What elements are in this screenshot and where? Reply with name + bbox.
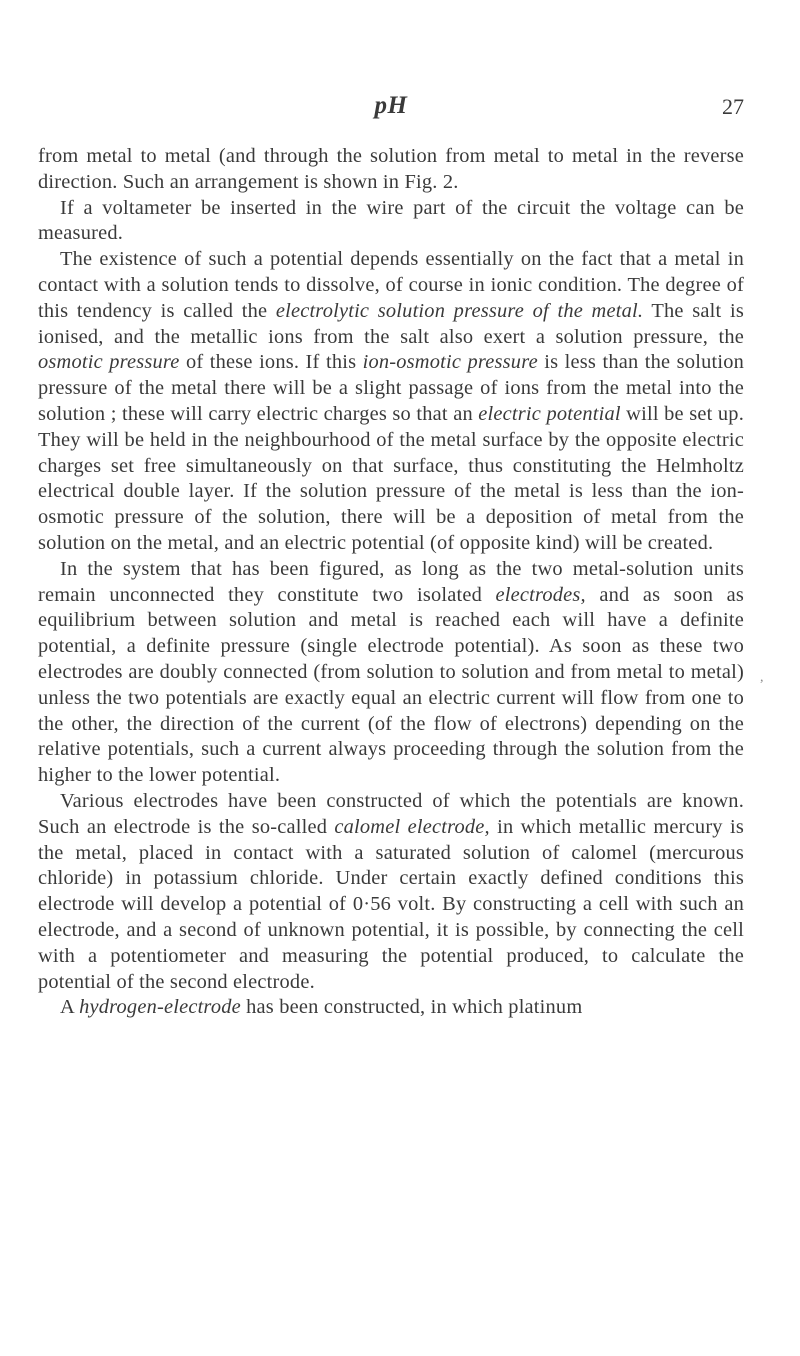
emphasis-term: osmotic pressure — [38, 351, 180, 374]
emphasis-term: electric potential — [478, 402, 621, 425]
paragraph-continued: from metal to metal (and through the solution from metal to metal in the reverse direction. Such an arrangement is shown in Fig. 2. — [38, 145, 744, 193]
text-run: of these ions. If this — [179, 351, 363, 374]
body-text — [38, 144, 744, 1021]
text-run: and as soon as equilibrium between solution and metal is reached each will have a definite potential, a definite pressure (single electrode potential). As soon as these two electrodes are doubly connected (from solution to solution and from metal to metal) unless the two potentials are exactly equal an electric current will flow from one to the other, the direction of the current (of the flow of electrons) depending on the relative potentials, such a current always proceeding through the solution from the higher to the lower potential. — [38, 583, 745, 787]
text-run: Various electrodes have been constructed of which the potentials are known. Such an electrode is the so-called — [38, 789, 744, 838]
text-run: in which metallic mercury is the metal, placed in contact with a saturated solution of calomel (mercurous chloride) in potassium chloride. Under certain exactly defined conditions this electrode will develop a potential of 0·56 volt. By constructing a cell with such an electrode, and a second of unknown potential, it is possible, by connecting the cell with a potentiometer and measuring the potential produced, to calculate the potential of the second electrode. — [38, 815, 744, 993]
text-run: has been constructed, in which platinum — [240, 996, 583, 1019]
text-run: The existence of such a potential depends essentially on the fact that a metal in contact with a solution tends to dissolve, of course in ionic condition. The degree of this tendency is called the — [38, 248, 744, 322]
text-run: A — [60, 996, 80, 1019]
text-run: is less than the solution pressure of the metal there will be a slight passage of ions from the metal into the solution ; these will carry electric charges so that an — [38, 351, 744, 425]
emphasis-term: hydrogen-electrode — [79, 996, 241, 1019]
running-title: pH — [374, 92, 408, 119]
paragraph-solution-pressure — [38, 247, 744, 557]
text-run: The salt is ionised, and the metallic ions from the salt also exert a solution pressure, the — [38, 299, 744, 348]
emphasis-term: electrodes, — [495, 583, 586, 606]
text-run: will be set up. They will be held in the neighbourhood of the metal surface by the opposite electric charges set free simultaneously on that surface, thus constituting the Helmholtz electrical double layer. If the solution pressure of the metal is less than the ion-osmotic pressure of the solution, there will be a deposition of metal from the solution on the metal, and an electric potential (of opposite kind) will be created. — [38, 402, 745, 554]
paragraph-hydrogen-electrode — [38, 995, 744, 1021]
emphasis-term: electrolytic solution pressure of the metal. — [275, 299, 644, 322]
text-run: In the system that has been figured, as long as the two metal-solution units remain unconnected they constitute two isolated — [38, 557, 744, 606]
emphasis-term: ion-osmotic pressure — [362, 351, 538, 374]
running-header — [38, 92, 744, 122]
paragraph-electrodes — [38, 557, 744, 789]
emphasis-term: calomel electrode, — [334, 815, 490, 838]
paragraph-voltameter: If a voltameter be inserted in the wire part of the circuit the voltage can be measured. — [38, 196, 744, 245]
paragraph-calomel-electrode — [38, 789, 744, 995]
margin-mark: , — [760, 670, 764, 685]
page-number: 27 — [722, 94, 744, 119]
